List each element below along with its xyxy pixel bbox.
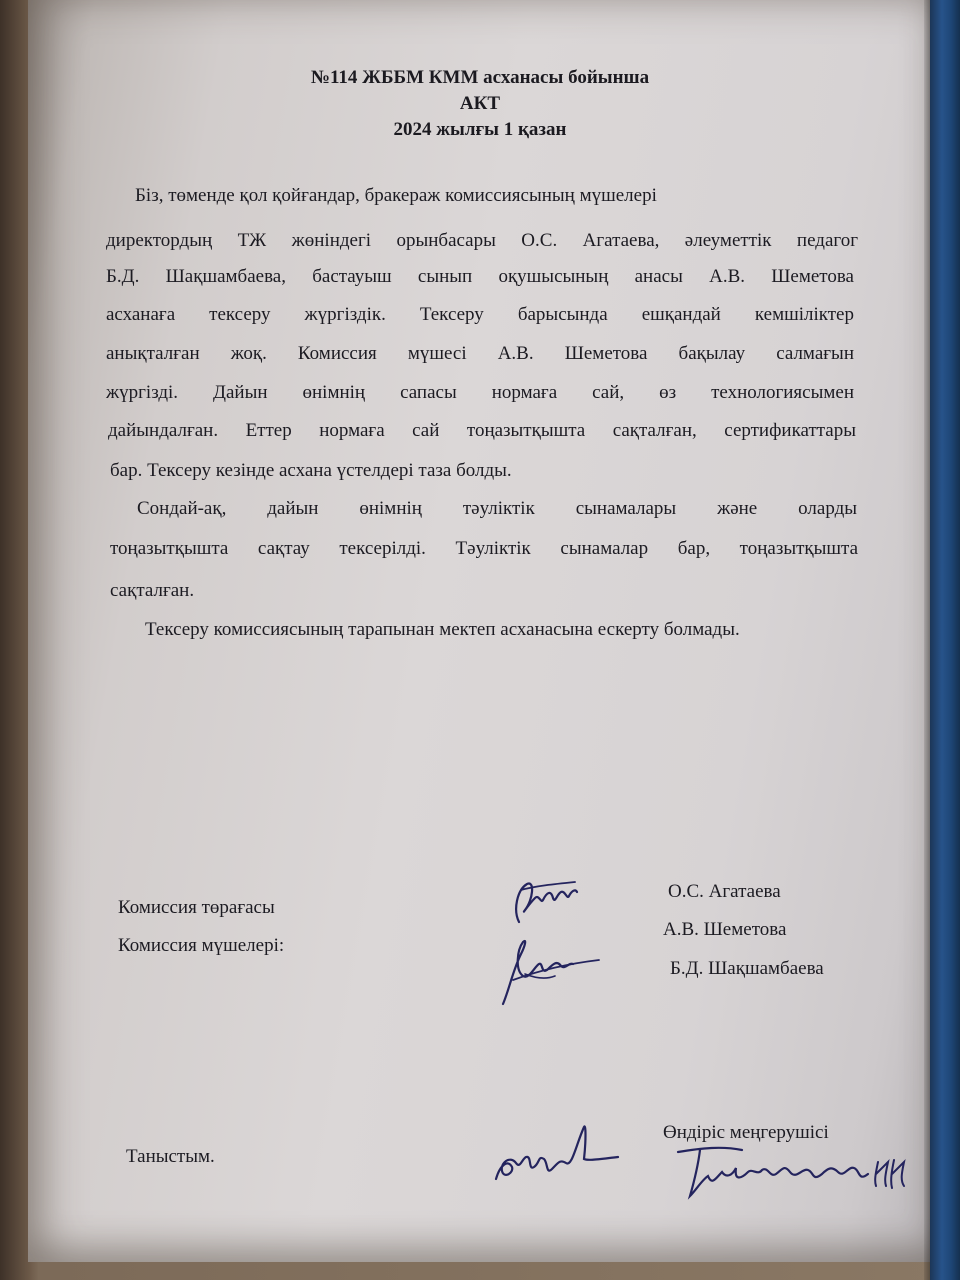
paragraph2-line2: тоңазытқышта сақтау тексерілді. Тәуліктік сынамалар бар, тоңазытқышта: [110, 538, 858, 559]
paragraph1-line3: Б.Д. Шақшамбаева, бастауыш сынып оқушысының анасы А.В. Шеметова: [106, 266, 854, 287]
paragraph1-line1: Біз, төменде қол қойғандар, бракераж комиссиясының мүшелері: [135, 185, 657, 206]
signatory-name-1: О.С. Агатаева: [668, 881, 781, 902]
paragraph1-line2: директордың ТЖ жөніндегі орынбасары О.С. Агатаева, әлеуметтік педагог: [106, 230, 858, 251]
document-date: 2024 жылғы 1 қазан: [393, 119, 567, 140]
signature-acknowledged: [488, 1115, 628, 1195]
signatory-name-3: Б.Д. Шақшамбаева: [670, 958, 824, 979]
production-head-signature: [672, 1138, 920, 1208]
commission-members-label: Комиссия мүшелері:: [118, 935, 285, 956]
paragraph1-line6: жүргізді. Дайын өнімнің сапасы нормаға сай, өз технологиясымен: [106, 382, 854, 403]
paragraph2-line1: Сондай-ақ, дайын өнімнің тәуліктік сынамалары және оларды: [137, 498, 857, 519]
commission-chair-label: Комиссия төрағасы: [118, 897, 275, 918]
document-title-act: АКТ: [459, 93, 501, 114]
signature-chair: [505, 870, 585, 930]
paragraph1-line5: анықталған жоқ. Комиссия мүшесі А.В. Шеметова бақылау салмағын: [106, 343, 854, 364]
paragraph1-line4: асханаға тексеру жүргіздік. Тексеру барысында ешқандай кемшіліктер: [106, 304, 854, 325]
paragraph1-line7: дайындалған. Еттер нормаға сай тоңазытқышта сақталған, сертификаттары: [108, 420, 856, 441]
signatory-name-2: А.В. Шеметова: [663, 919, 787, 940]
paragraph1-line8: бар. Тексеру кезінде асхана үстелдері таза болды.: [110, 460, 512, 481]
signature-member: [495, 930, 610, 1010]
blue-binder-cover: [930, 0, 960, 1280]
document-title-line1: №114 ЖББМ КММ асханасы бойынша: [310, 67, 650, 88]
acknowledged-label: Таныстым.: [126, 1146, 215, 1167]
production-head-label: Өндіріс меңгерушісі: [663, 1122, 829, 1143]
paragraph3: Тексеру комиссиясының тарапынан мектеп асханасына ескерту болмады.: [145, 619, 740, 640]
paragraph2-line3: сақталған.: [110, 580, 195, 601]
